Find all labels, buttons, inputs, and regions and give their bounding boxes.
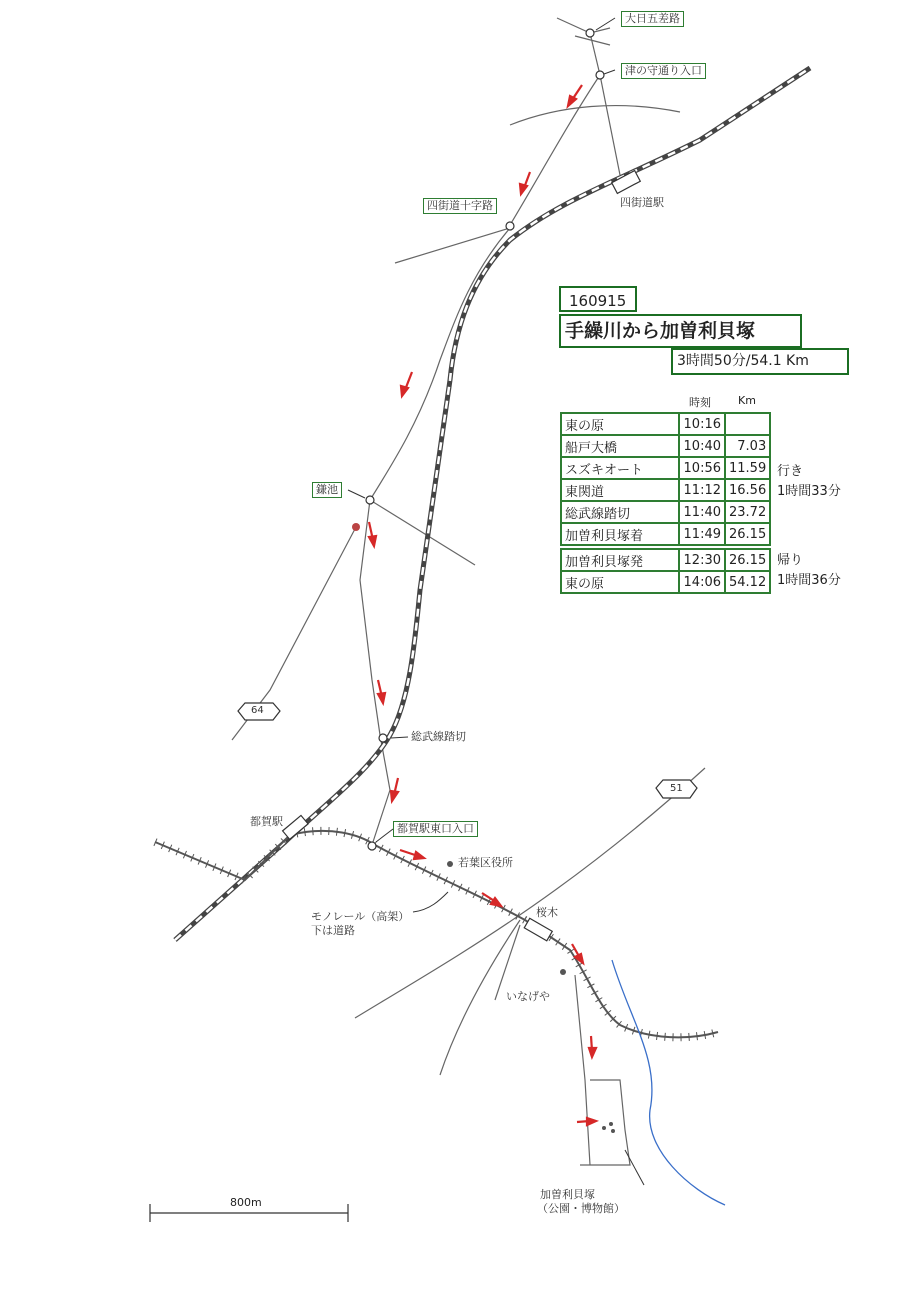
arrow-11 bbox=[577, 1118, 596, 1125]
time-cell: 10:56 bbox=[679, 457, 725, 479]
place-cell: 総武線踏切 bbox=[561, 501, 679, 523]
label-monorail: モノレール（高架） bbox=[311, 910, 410, 923]
label-monorail-sub: 下は道路 bbox=[311, 924, 355, 937]
route51-label: 51 bbox=[670, 783, 683, 794]
table-row bbox=[561, 457, 770, 479]
route-arrows bbox=[369, 85, 596, 1125]
label-dainichi: 大日五差路 bbox=[621, 11, 684, 27]
date-box: 160915 bbox=[559, 286, 637, 312]
arrow-4 bbox=[369, 522, 376, 546]
time-cell: 11:40 bbox=[679, 501, 725, 523]
pointers bbox=[348, 18, 644, 1185]
label-sakuragi: 桜木 bbox=[536, 906, 558, 919]
label-tsunomori: 津の守通り入口 bbox=[621, 63, 706, 79]
label-sobu-crossing: 総武線踏切 bbox=[411, 730, 466, 743]
route64-label: 64 bbox=[251, 705, 264, 716]
return-schedule-table bbox=[560, 548, 771, 594]
arrow-5 bbox=[378, 680, 385, 703]
kamaike-pond bbox=[352, 523, 360, 531]
return-duration: 1時間36分 bbox=[777, 573, 841, 588]
duration-box: 3時間50分/54.1 Km bbox=[671, 348, 849, 375]
arrow-9 bbox=[572, 944, 583, 963]
kasori-dot-1 bbox=[602, 1126, 606, 1130]
arrow-3 bbox=[401, 372, 412, 396]
time-cell: 10:40 bbox=[679, 435, 725, 457]
outbound-note: 行き bbox=[777, 464, 804, 479]
road-diagonal-to-cross bbox=[510, 75, 600, 225]
km-cell bbox=[725, 413, 770, 435]
wakaba-office-dot bbox=[447, 861, 453, 867]
outbound-duration: 1時間33分 bbox=[777, 484, 841, 499]
table-row bbox=[561, 571, 770, 593]
label-tsuga-station: 都賀駅 bbox=[250, 815, 283, 828]
route-shields bbox=[238, 703, 697, 798]
time-cell: 11:12 bbox=[679, 479, 725, 501]
place-cell: 船戸大橋 bbox=[561, 435, 679, 457]
time-cell: 12:30 bbox=[679, 549, 725, 571]
label-kasori-park: 加曽利貝塚 bbox=[540, 1188, 595, 1201]
arrow-1 bbox=[568, 85, 582, 106]
arrow-2 bbox=[520, 172, 530, 194]
poi-dots bbox=[352, 523, 615, 1133]
km-cell: 16.56 bbox=[725, 479, 770, 501]
road-to-kasori bbox=[575, 975, 590, 1165]
label-inageya: いなげや bbox=[506, 990, 550, 1003]
km-cell: 26.15 bbox=[725, 523, 770, 545]
time-cell: 11:49 bbox=[679, 523, 725, 545]
river bbox=[612, 960, 725, 1205]
col-header-time: 時刻 bbox=[689, 396, 711, 409]
kasori-dot-2 bbox=[609, 1122, 613, 1126]
place-cell: 東関道 bbox=[561, 479, 679, 501]
time-cell: 10:16 bbox=[679, 413, 725, 435]
table-row bbox=[561, 413, 770, 435]
road-dainichi-north bbox=[557, 18, 610, 33]
place-cell: 東の原 bbox=[561, 413, 679, 435]
label-kamaike: 鎌池 bbox=[312, 482, 342, 498]
arrow-10 bbox=[589, 1036, 596, 1057]
node-tsunomori bbox=[596, 71, 604, 79]
place-cell: 加曽利貝塚発 bbox=[561, 549, 679, 571]
place-cell: 東の原 bbox=[561, 571, 679, 593]
node-tsuga-east bbox=[368, 842, 376, 850]
return-note: 帰り bbox=[777, 553, 804, 568]
node-kamaike bbox=[366, 496, 374, 504]
km-cell: 54.12 bbox=[725, 571, 770, 593]
kasori-dot-3 bbox=[611, 1129, 615, 1133]
road-main-north bbox=[590, 33, 620, 175]
scale-label: 800m bbox=[230, 1196, 262, 1209]
arrow-6 bbox=[391, 778, 398, 801]
km-cell: 11.59 bbox=[725, 457, 770, 479]
table-row bbox=[561, 523, 770, 545]
col-header-km: Km bbox=[738, 394, 756, 407]
table-row bbox=[561, 501, 770, 523]
km-cell: 23.72 bbox=[725, 501, 770, 523]
label-tsuga-east: 都賀駅東口入口 bbox=[393, 821, 478, 837]
km-cell: 26.15 bbox=[725, 549, 770, 571]
table-row bbox=[561, 435, 770, 457]
table-row bbox=[561, 549, 770, 571]
node-dainichi bbox=[586, 29, 594, 37]
label-kasori-park-sub: （公園・博物館） bbox=[537, 1202, 625, 1215]
km-cell: 7.03 bbox=[725, 435, 770, 457]
road-route51 bbox=[355, 768, 705, 1018]
outbound-schedule-table bbox=[560, 412, 771, 546]
node-sobu-crossing bbox=[379, 734, 387, 742]
label-wakaba-office: 若葉区役所 bbox=[458, 856, 513, 869]
inageya-dot bbox=[560, 969, 566, 975]
node-yotsukaido-cross bbox=[506, 222, 514, 230]
sakuragi-station-mark bbox=[524, 918, 552, 941]
road-sakuragi-sw bbox=[495, 925, 520, 1000]
label-yotsukaido-cross: 四街道十字路 bbox=[423, 198, 497, 214]
time-cell: 14:06 bbox=[679, 571, 725, 593]
label-yotsukaido-station: 四街道駅 bbox=[620, 196, 664, 209]
monorail-line bbox=[155, 831, 718, 1037]
page-title: 手繰川から加曽利貝塚 bbox=[559, 314, 802, 348]
road-east-west-top bbox=[510, 106, 680, 125]
place-cell: 加曽利貝塚着 bbox=[561, 523, 679, 545]
place-cell: スズキオート bbox=[561, 457, 679, 479]
table-row bbox=[561, 479, 770, 501]
